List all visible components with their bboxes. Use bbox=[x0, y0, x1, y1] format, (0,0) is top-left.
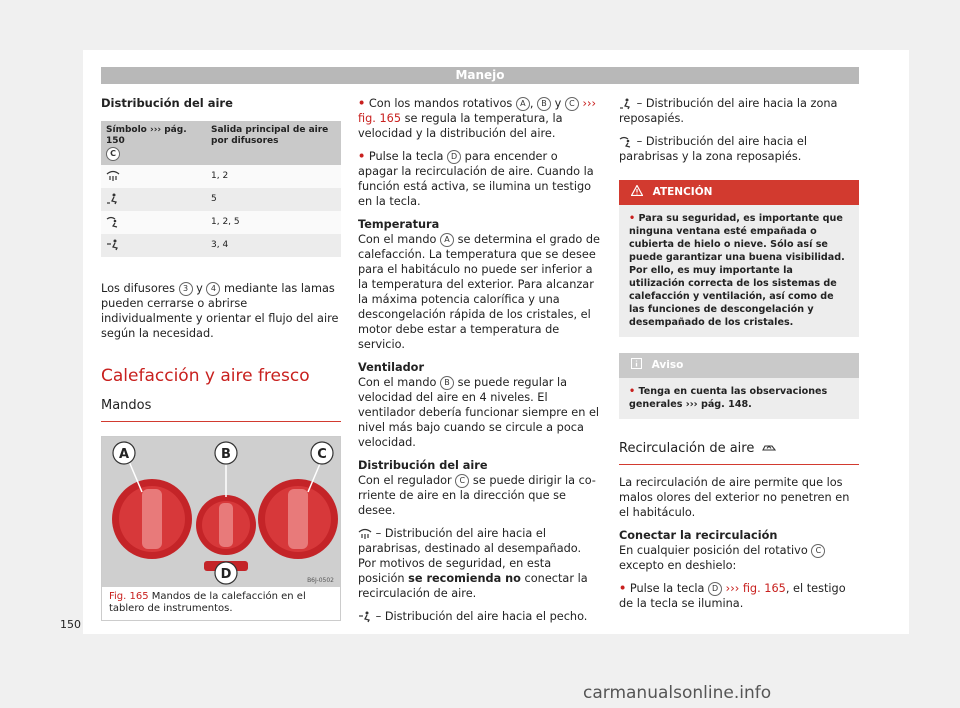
badge-c: C bbox=[811, 544, 825, 558]
con-bullet: • Pulse la tecla D ››› fig. 165, el testigo de la tecla se ilumina. bbox=[619, 582, 846, 610]
watermark: carmanualsonline.info bbox=[583, 683, 772, 703]
table-cell: 3, 4 bbox=[206, 234, 341, 257]
bullet-icon: • bbox=[619, 582, 627, 595]
air-distribution-table bbox=[101, 121, 341, 257]
warning-box bbox=[619, 180, 859, 337]
chest-vent-icon bbox=[101, 234, 206, 257]
page-number: 150 bbox=[60, 618, 81, 631]
bullet-icon: • bbox=[358, 97, 366, 110]
con-title: Conectar la recirculación bbox=[619, 529, 778, 542]
fig-label-a: A bbox=[118, 447, 130, 462]
badge-3: 3 bbox=[179, 282, 193, 296]
vent-title: Ventilador bbox=[358, 361, 425, 374]
windshield-footwell-icon bbox=[101, 211, 206, 234]
badge-c: C bbox=[455, 474, 469, 488]
badge-c: C bbox=[106, 147, 120, 161]
badge-a: A bbox=[440, 233, 454, 247]
subsection-heading: Mandos bbox=[101, 398, 341, 422]
page-ref[interactable]: ››› pág. 150 bbox=[106, 125, 187, 146]
badge-b: B bbox=[537, 97, 551, 111]
recirculation-heading: Recirculación de aire bbox=[619, 441, 859, 465]
temp-title: Temperatura bbox=[358, 218, 440, 231]
windshield-footwell-icon bbox=[619, 136, 633, 148]
parab-pies-paragraph: – Distribución del aire hacia el parabrisas y la zona reposapiés. bbox=[619, 135, 807, 163]
footwell-icon bbox=[101, 188, 206, 211]
chest-vent-icon bbox=[358, 611, 372, 623]
badge-d: D bbox=[447, 150, 461, 164]
table-row bbox=[101, 165, 341, 188]
warning-body: • Para su seguridad, es importante que ninguna ventana esté empañada o cubierta de hielo o nieve. Sólo así se puede garantizar una buena visibilidad. Por ello, es muy importante la utilización correcta de los sistemas de calefacción y ventilación, así como de las funciones de descongelación y desempañado de los cristales. bbox=[629, 213, 845, 328]
dist-paragraph: Con el regulador C se puede dirigir la corriente de aire en la dirección que se desee. bbox=[358, 474, 596, 517]
windshield-icon bbox=[101, 165, 206, 188]
table-row bbox=[101, 234, 341, 257]
windshield-icon bbox=[358, 528, 372, 540]
con-paragraph: En cualquier posición del rotativo C excepto en deshielo: bbox=[619, 543, 859, 573]
table-cell: 5 bbox=[206, 188, 341, 211]
fig-label-c: C bbox=[317, 447, 327, 462]
pecho-paragraph: – Distribución del aire hacia el pecho. bbox=[358, 609, 600, 624]
column-right bbox=[619, 96, 859, 619]
footwell-icon bbox=[619, 98, 633, 110]
table-cell: 1, 2, 5 bbox=[206, 211, 341, 234]
fig-ref-link[interactable]: ››› fig. 165 bbox=[358, 97, 597, 125]
temp-paragraph: Con el mando A se determina el grado de calefacción. La temperatura que se desee para el habitáculo no puede ser inferior a la temperatura del exterior. Para alcanzar la máxima potencia calorífica y una descongelación rápida de los cristales, el motor debe estar a temperatura de servicio. bbox=[358, 233, 600, 351]
badge-d: D bbox=[708, 582, 722, 596]
info-icon bbox=[631, 358, 642, 369]
table-title: Distribución del aire bbox=[101, 96, 233, 110]
rec-paragraph: La recirculación de aire permite que los malos olores del exterior no penetren en el habitáculo. bbox=[619, 476, 850, 519]
fig-label-d: D bbox=[220, 567, 232, 582]
badge-4: 4 bbox=[206, 282, 220, 296]
bullet-tecla: • Pulse la tecla D para encender o apagar la recirculación de aire. Cuando la función está activa, se ilumina un testigo en la tecla. bbox=[358, 150, 594, 208]
fig-code: B6J-0502 bbox=[307, 577, 334, 584]
pies-paragraph: – Distribución del aire hacia la zona reposapiés. bbox=[619, 97, 838, 125]
bullet-icon: • bbox=[358, 150, 366, 163]
badge-a: A bbox=[516, 97, 530, 111]
bullet-mandos: • Con los mandos rotativos A , B y C ››› fig. 165 se regula la temperatura, la velocidad y la distribución del aire. bbox=[358, 97, 597, 140]
column-left bbox=[101, 96, 341, 621]
recirculation-icon bbox=[761, 443, 777, 452]
table-cell: 1, 2 bbox=[206, 165, 341, 188]
note-body: • Tenga en cuenta las observaciones generales ››› pág. 148. bbox=[629, 386, 828, 410]
heater-controls-image bbox=[102, 437, 340, 587]
warning-header: ATENCIÓN bbox=[619, 180, 859, 205]
th-symbol: Símbolo ››› pág. 150 C bbox=[101, 121, 206, 165]
warning-icon bbox=[631, 185, 643, 196]
section-heading: Calefacción y aire fresco bbox=[101, 366, 310, 386]
fig-ref-link[interactable]: ››› fig. 165 bbox=[725, 582, 786, 595]
table-row bbox=[101, 211, 341, 234]
table-header-row bbox=[101, 121, 341, 165]
bullet-icon: • bbox=[629, 213, 636, 224]
fig-label-b: B bbox=[221, 447, 231, 462]
section-header: Manejo bbox=[101, 67, 859, 84]
note-header: Aviso bbox=[619, 353, 859, 378]
column-middle bbox=[358, 96, 600, 632]
vent-paragraph: Con el mando B se puede regular la velocidad del aire en 4 niveles. El ventilador debería funcionar siempre en el nivel más bajo cuando se circule a poca velocidad. bbox=[358, 376, 600, 449]
note-box bbox=[619, 353, 859, 419]
table-row bbox=[101, 188, 341, 211]
figure-165 bbox=[101, 436, 341, 621]
paragraph-difusores: Los difusores 3 y 4 mediante las lamas pueden cerrarse o abrirse individualmente y orientar el flujo del aire según la necesidad. bbox=[101, 282, 339, 340]
dist-title: Distribución del aire bbox=[358, 459, 488, 472]
figure-caption: Fig. 165 Mandos de la calefacción en el tablero de instrumentos. bbox=[109, 591, 306, 614]
parabrisas-paragraph: – Distribución del aire hacia el parabrisas, destinado al desempañado. Por motivos de seguridad, en esta posición se recomienda no conectar la recirculación de aire. bbox=[358, 527, 588, 600]
page-ref-link[interactable]: ››› pág. 148. bbox=[685, 399, 752, 410]
th-output: Salida principal de aire por difusores bbox=[206, 121, 341, 165]
bullet-icon: • bbox=[629, 386, 636, 397]
badge-b: B bbox=[440, 376, 454, 390]
badge-c: C bbox=[565, 97, 579, 111]
